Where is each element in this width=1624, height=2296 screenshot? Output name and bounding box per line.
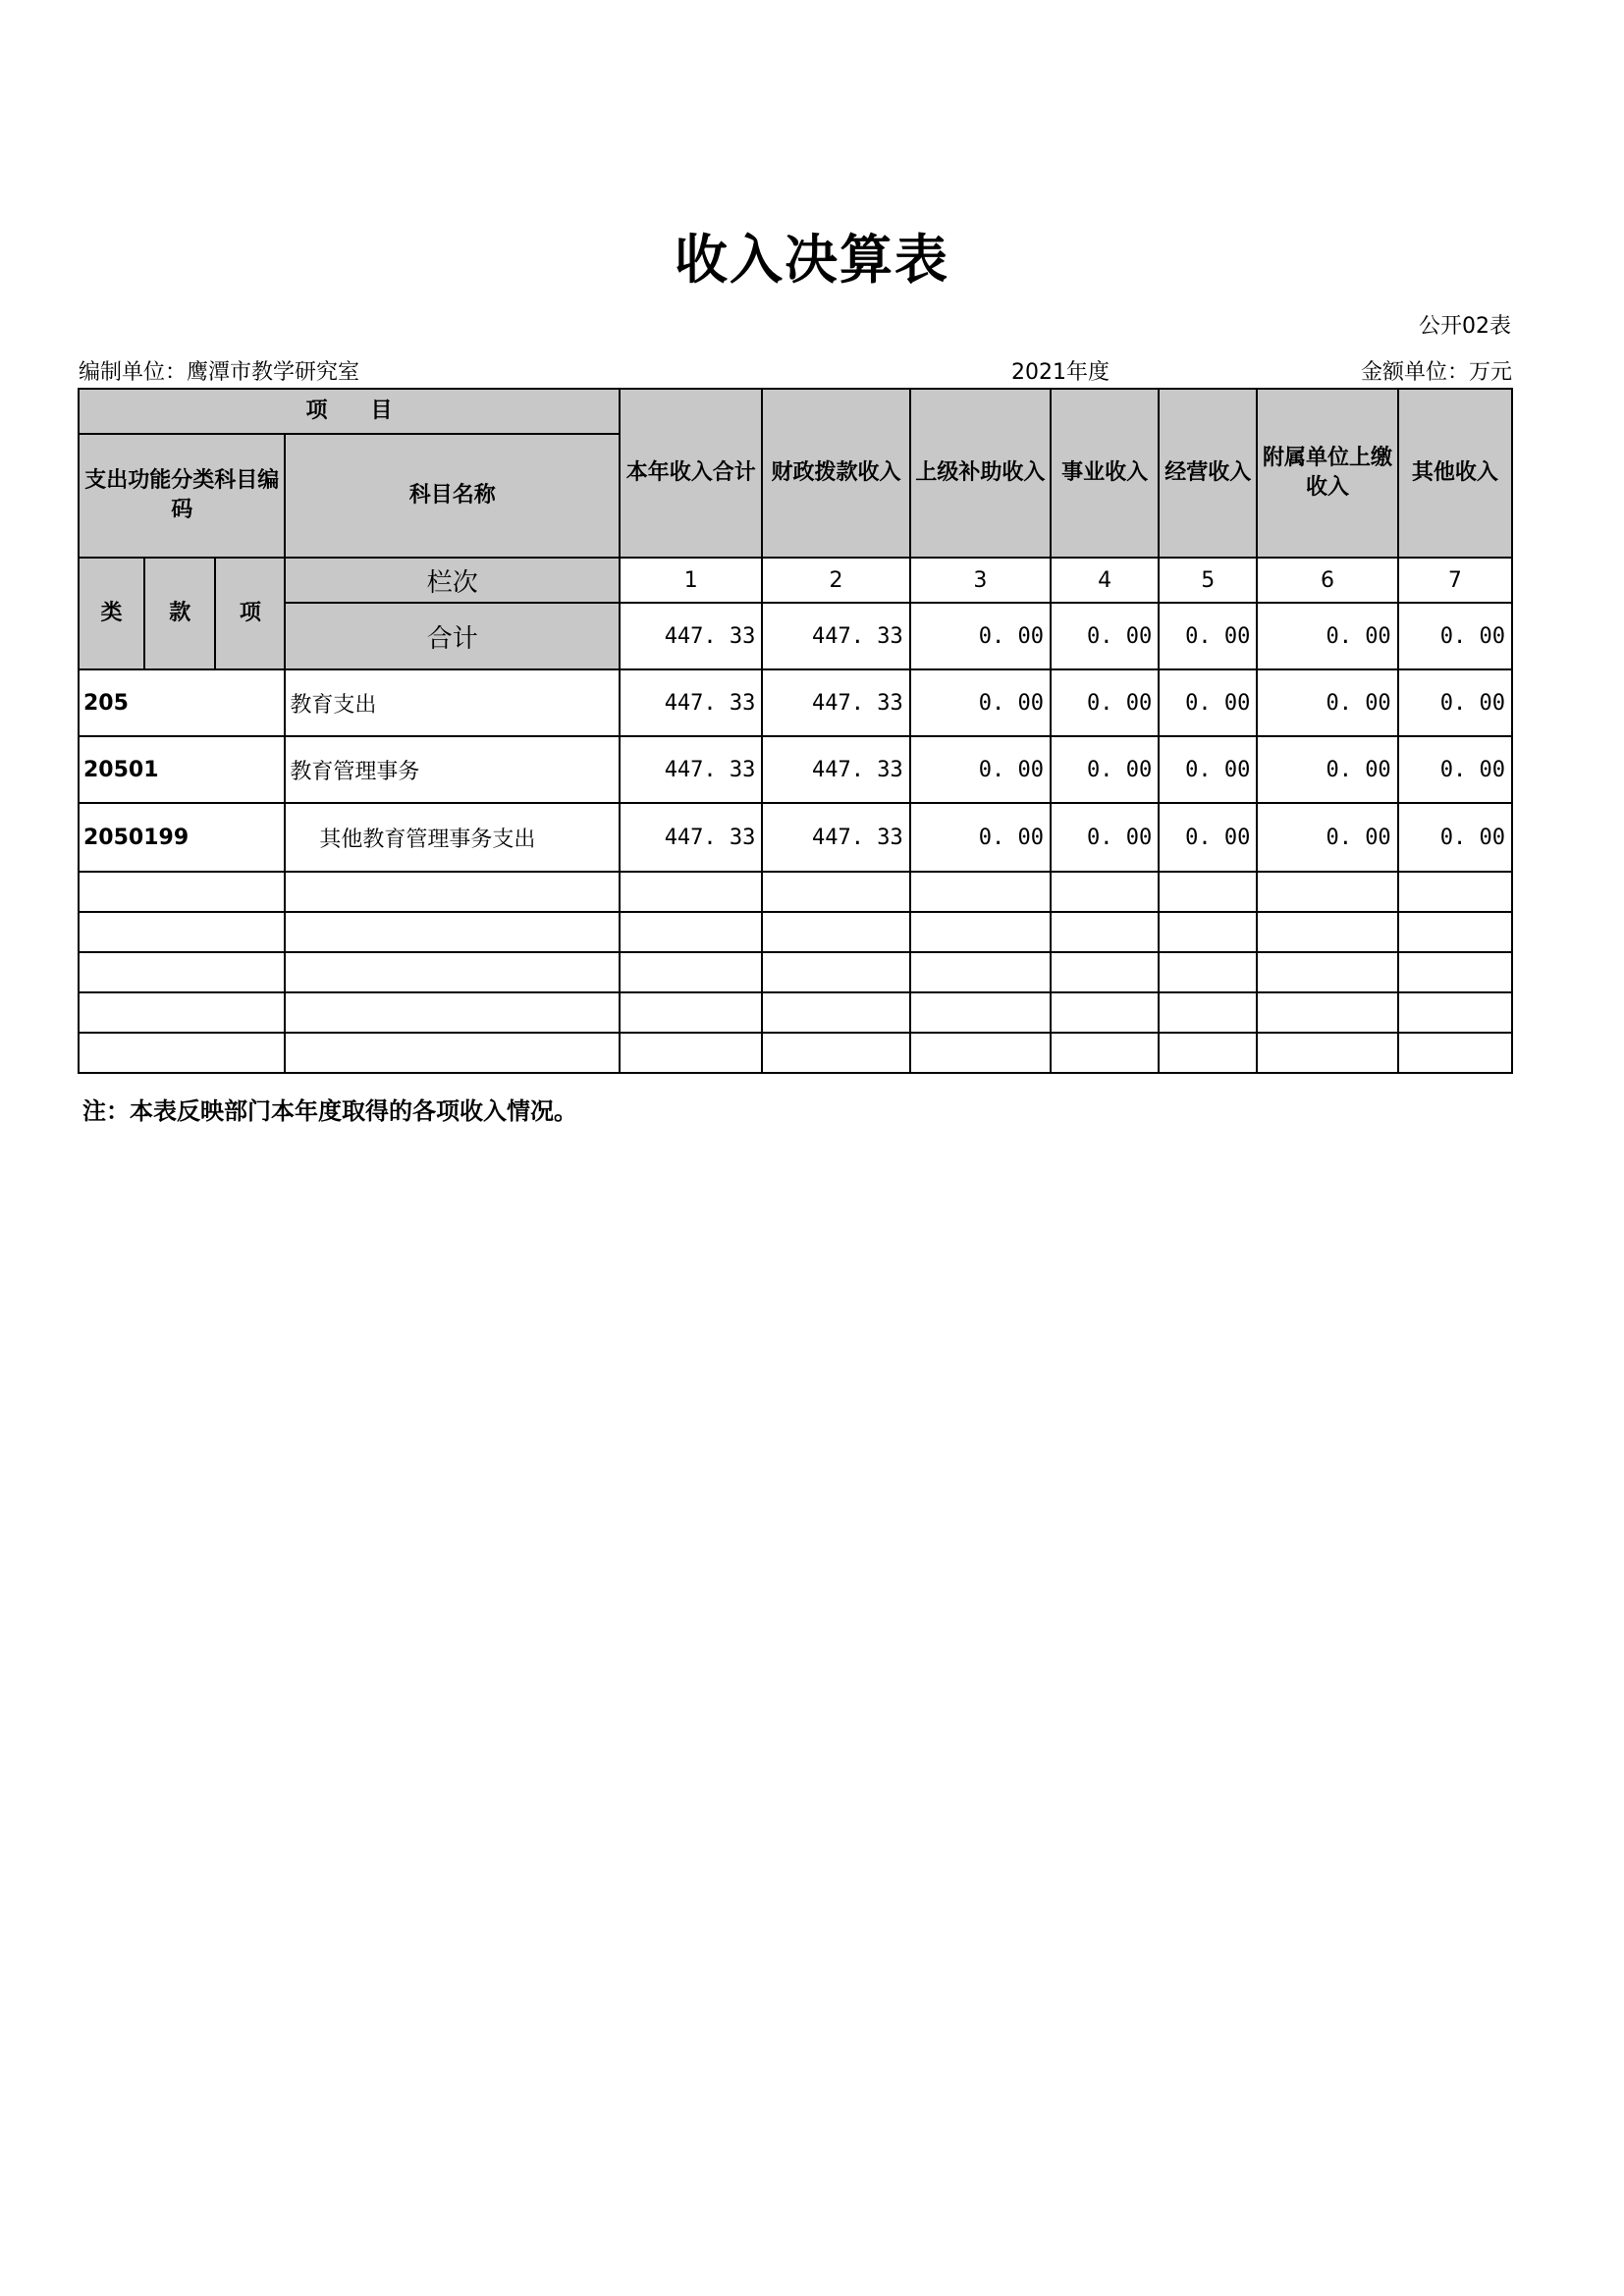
col-header-2: 财政拨款收入 (762, 389, 909, 558)
lei-header: 类 (79, 558, 144, 669)
col-header-3: 上级补助收入 (910, 389, 1051, 558)
row-value: 0. 00 (1257, 669, 1397, 736)
project-header: 项 目 (79, 389, 620, 434)
row-value: 0. 00 (1257, 736, 1397, 803)
col-number: 4 (1051, 558, 1159, 603)
page-title: 收入决算表 (675, 228, 949, 291)
col-number: 2 (762, 558, 909, 603)
row-value: 0. 00 (1398, 669, 1512, 736)
row-name: 教育支出 (285, 669, 620, 736)
row-value: 0. 00 (1051, 669, 1159, 736)
empty-row (79, 952, 1512, 992)
row-value: 447. 33 (620, 669, 762, 736)
col-order-label: 栏次 (285, 558, 620, 603)
col-number: 3 (910, 558, 1051, 603)
amount-unit: 金额单位：万元 (1360, 360, 1512, 385)
row-value: 0. 00 (1398, 736, 1512, 803)
subject-name-header: 科目名称 (285, 434, 620, 558)
xiang-header: 项 (215, 558, 285, 669)
row-code: 2050199 (79, 803, 285, 872)
col-header-7: 其他收入 (1398, 389, 1512, 558)
fiscal-year: 2021年度 (1011, 360, 1110, 385)
kuan-header: 款 (144, 558, 215, 669)
row-code: 205 (79, 669, 285, 736)
income-table (78, 388, 1513, 1074)
footnote: 注：本表反映部门本年度取得的各项收入情况。 (82, 1097, 577, 1125)
row-value: 447. 33 (762, 736, 909, 803)
compiling-unit: 编制单位：鹰潭市教学研究室 (79, 360, 360, 385)
table-row (79, 736, 1512, 803)
empty-row (79, 992, 1512, 1033)
func-code-header: 支出功能分类科目编码 (79, 434, 285, 558)
row-value: 447. 33 (762, 803, 909, 872)
row-value: 0. 00 (910, 803, 1051, 872)
row-value: 0. 00 (1159, 803, 1257, 872)
row-name: 其他教育管理事务支出 (285, 803, 620, 872)
form-number: 公开02表 (1419, 314, 1511, 339)
row-value: 0. 00 (1159, 669, 1257, 736)
total-value: 0. 00 (1051, 603, 1159, 669)
col-number: 7 (1398, 558, 1512, 603)
row-value: 0. 00 (1051, 736, 1159, 803)
total-label: 合计 (285, 603, 620, 669)
table-row (79, 669, 1512, 736)
total-value: 447. 33 (762, 603, 909, 669)
col-header-6: 附属单位上缴收入 (1257, 389, 1397, 558)
col-header-5: 经营收入 (1159, 389, 1257, 558)
col-number: 6 (1257, 558, 1397, 603)
row-value: 0. 00 (1051, 803, 1159, 872)
total-value: 447. 33 (620, 603, 762, 669)
row-value: 0. 00 (910, 736, 1051, 803)
empty-row (79, 872, 1512, 912)
row-code: 20501 (79, 736, 285, 803)
row-value: 0. 00 (1257, 803, 1397, 872)
col-header-1: 本年收入合计 (620, 389, 762, 558)
meta-row (79, 355, 1512, 385)
total-value: 0. 00 (1257, 603, 1397, 669)
row-name: 教育管理事务 (285, 736, 620, 803)
table-row (79, 803, 1512, 872)
total-value: 0. 00 (910, 603, 1051, 669)
total-value: 0. 00 (1398, 603, 1512, 669)
row-value: 0. 00 (1159, 736, 1257, 803)
row-value: 447. 33 (762, 669, 909, 736)
total-value: 0. 00 (1159, 603, 1257, 669)
col-number: 5 (1159, 558, 1257, 603)
row-value: 447. 33 (620, 803, 762, 872)
empty-row (79, 912, 1512, 952)
empty-row (79, 1033, 1512, 1073)
col-number: 1 (620, 558, 762, 603)
row-value: 0. 00 (910, 669, 1051, 736)
row-value: 447. 33 (620, 736, 762, 803)
row-value: 0. 00 (1398, 803, 1512, 872)
col-header-4: 事业收入 (1051, 389, 1159, 558)
